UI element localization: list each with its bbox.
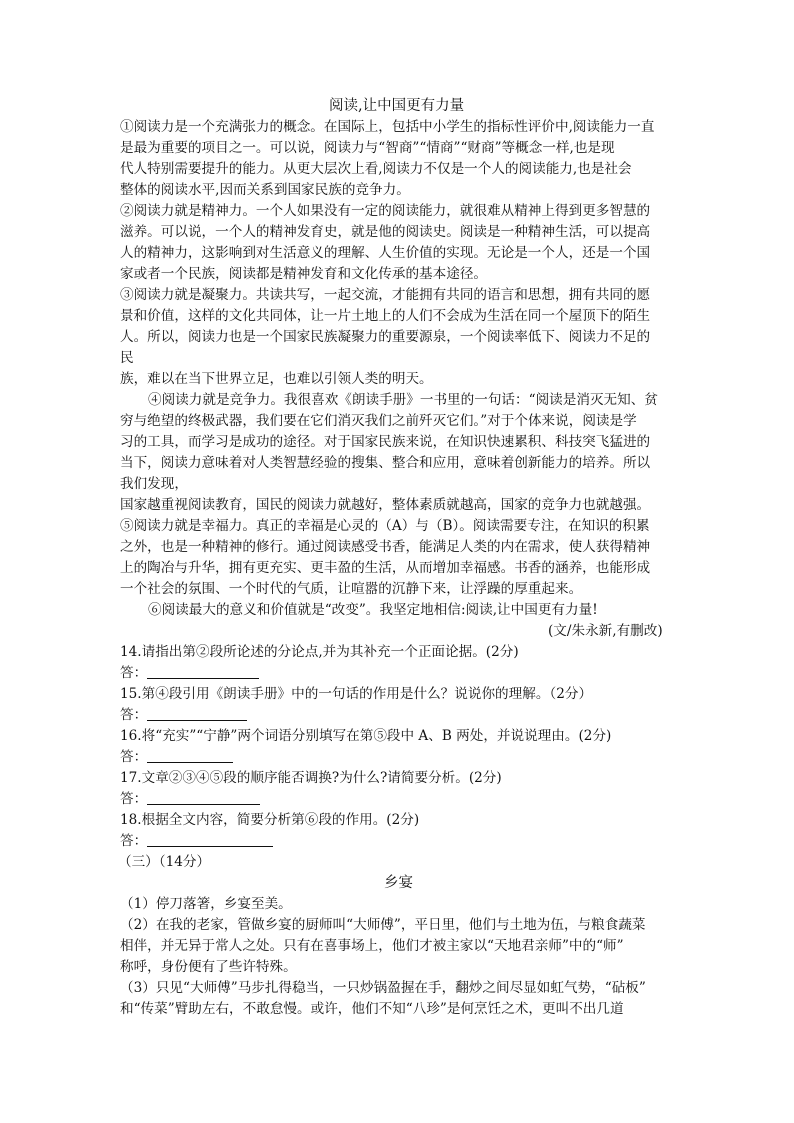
answer-blank[interactable] <box>147 791 260 805</box>
paragraph-line: 上的陶冶与升华，拥有更充实、更丰盈的生活，从而增加幸福感。书香的涵养，也能形成 <box>120 560 651 576</box>
answer-blank[interactable] <box>147 749 233 763</box>
paragraph-line: （2）在我的老家，管做乡宴的厨师叫“大师傅”，平日里，他们与土地为伍，与粮食蔬菜 <box>120 917 646 933</box>
story-title: 乡宴 <box>384 875 413 891</box>
answer-blank[interactable] <box>147 665 259 679</box>
question-16: 16.将“充实”“宁静”两个词语分别填写在第⑤段中 A、B 两处，并说说理由。(2分) <box>120 728 612 744</box>
paragraph-line: 习的工具，而学习是成功的途径。对于国家民族来说，在知识快速累积、科技突飞猛进的 <box>120 434 651 450</box>
paragraph-line: 是最为重要的项目之一。可以说，阅读力与“智商”“情商”“财商”等概念一样,也是现 <box>120 140 615 156</box>
answer-label: 答： <box>120 665 148 681</box>
paragraph-line: 民 <box>120 350 134 366</box>
answer-line-15[interactable] <box>120 707 247 723</box>
paragraph-line: ②阅读力就是精神力。一个人如果没有一定的阅读能力，就很难从精神上得到更多智慧的 <box>120 203 651 219</box>
section-header: （三）（14分） <box>118 854 211 870</box>
paragraph-line: 国家越重视阅读教育，国民的阅读力就越好，整体素质就越高，国家的竞争力也就越强。 <box>120 497 651 513</box>
paragraph-line: 人。所以，阅读力也是一个国家民族凝聚力的重要源泉，一个阅读率低下、阅读力不足的 <box>120 329 651 345</box>
answer-line-18[interactable] <box>120 833 273 849</box>
answer-blank[interactable] <box>147 833 273 847</box>
paragraph-line: （1）停刀落箸，乡宴至美。 <box>120 896 292 912</box>
paragraph-line: 家或者一个民族，阅读都是精神发育和文化传承的基本途径。 <box>120 266 488 282</box>
paragraph-line: 当下，阅读力意味着对人类智慧经验的搜集、整合和应用，意味着创新能力的培养。所以 <box>120 455 651 471</box>
paragraph-line: 滋养。可以说，一个人的精神发育史，就是他的阅读史。阅读是一种精神生活，可以提高 <box>120 224 651 240</box>
paragraph-line: ①阅读力是一个充满张力的概念。在国际上，包括中小学生的指标性评价中,阅读能力一直 <box>120 119 655 135</box>
answer-label: 答： <box>120 791 148 807</box>
answer-label: 答： <box>120 749 148 765</box>
paragraph-line: 相伴，并无异于常人之处。只有在喜事场上，他们才被主家以“天地君亲师”中的“师” <box>120 938 624 954</box>
paragraph-line: 人的精神力，这影响到对生活意义的理解、人生价值的实现。无论是一个人，还是一个国 <box>120 245 651 261</box>
answer-line-14[interactable] <box>120 665 259 681</box>
answer-blank[interactable] <box>147 707 247 721</box>
article-source: (文/朱永新,有删改) <box>548 623 663 639</box>
paragraph-line: 族，难以在当下世界立足，也难以引领人类的明天。 <box>120 371 433 387</box>
answer-label: 答： <box>120 707 148 723</box>
question-14: 14.请指出第②段所论述的分论点,并为其补充一个正面论据。(2分) <box>120 644 519 660</box>
question-17: 17.文章②③④⑤段的顺序能否调换?为什么?请简要分析。(2分) <box>120 770 502 786</box>
paragraph-line: ⑤阅读力就是幸福力。真正的幸福是心灵的（A）与（B）。阅读需要专注，在知识的积累 <box>120 518 650 534</box>
paragraph-line: 一个社会的氛围、一个时代的气质，让喧嚣的沉静下来，让浮躁的厚重起来。 <box>120 581 583 597</box>
paragraph-line: 景和价值，这样的文化共同体，让一片土地上的人们不会成为生活在同一个屋顶下的陌生 <box>120 308 651 324</box>
paragraph-line: ⑥阅读最大的意义和价值就是“改变”。我坚定地相信:阅读,让中国更有力量! <box>148 602 598 618</box>
paragraph-line: 穷与绝望的终极武器，我们要在它们消灭我们之前歼灭它们。”对于个体来说，阅读是学 <box>120 413 637 429</box>
paragraph-line: （3）只见“大师傅”马步扎得稳当，一只炒锅盈握在手，翻炒之间尽显如虹气势，“砧板” <box>120 980 646 996</box>
paragraph-line: 我们发现， <box>120 476 188 492</box>
question-18: 18.根据全文内容，简要分析第⑥段的作用。(2分) <box>120 812 420 828</box>
paragraph-line: 之外，也是一种精神的修行。通过阅读感受书香，能满足人类的内在需求，使人获得精神 <box>120 539 651 555</box>
answer-line-16[interactable] <box>120 749 233 765</box>
paragraph-line: 和“传菜”臂助左右，不敢怠慢。或许，他们不知“八珍”是何烹饪之术，更叫不出几道 <box>120 1001 624 1017</box>
answer-label: 答： <box>120 833 148 849</box>
paragraph-line: 代人特别需要提升的能力。从更大层次上看,阅读力不仅是一个人的阅读能力,也是社会 <box>120 161 632 177</box>
question-15: 15.第④段引用《朗读手册》中的一句话的作用是什么？说说你的理解。（2分） <box>120 686 593 702</box>
paragraph-line: ③阅读力就是凝聚力。共读共写，一起交流，才能拥有共同的语言和思想，拥有共同的愿 <box>120 287 651 303</box>
article-title: 阅读,让中国更有力量 <box>329 98 465 114</box>
paragraph-line: 称呼，身份便有了些许特殊。 <box>120 959 297 975</box>
answer-line-17[interactable] <box>120 791 260 807</box>
paragraph-line: ④阅读力就是竞争力。我很喜欢《朗读手册》一书里的一句话：“阅读是消灭无知、贫 <box>148 392 658 408</box>
paragraph-line: 整体的阅读水平,因而关系到国家民族的竞争力。 <box>120 182 410 198</box>
